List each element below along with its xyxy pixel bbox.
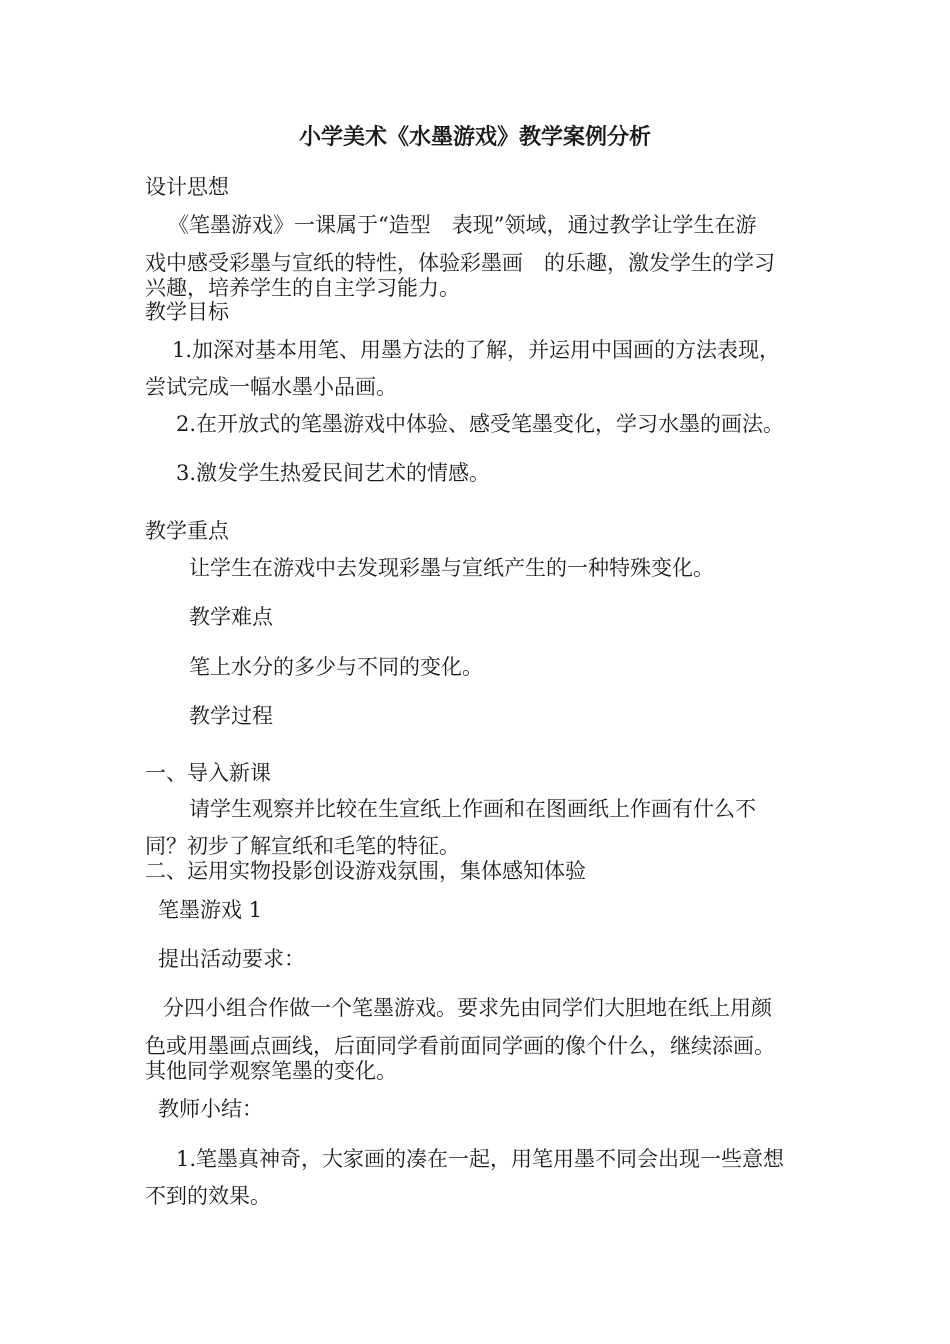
goal-item-3: 3.激发学生热爱民间艺术的情感。 [176,461,491,485]
paragraph-line: 《笔墨游戏》一课属于“造型 表现”领域，通过教学让学生在游 [168,213,757,237]
paragraph-line: 分四小组合作做一个笔墨游戏。要求先由同学们大胆地在纸上用颜 [163,996,772,1020]
paragraph-line: 尝试完成一幅水墨小品画。 [145,375,397,399]
heading-key-points: 教学重点 [145,519,229,543]
section-heading-1: 一、导入新课 [145,761,271,785]
summary-item-1: 1.笔墨真神奇，大家画的凑在一起，用笔用墨不同会出现一些意想 [176,1147,785,1171]
paragraph-line: 请学生观察并比较在生宣纸上作画和在图画纸上作画有什么不 [189,797,756,821]
paragraph-line: 戏中感受彩墨与宣纸的特性，体验彩墨画 的乐趣，激发学生的学习 [145,251,775,275]
subheading-game-1: 笔墨游戏 1 [158,898,263,922]
paragraph-line: 同？初步了解宣纸和毛笔的特征。 [145,834,460,858]
paragraph-line: 不到的效果。 [145,1184,271,1208]
paragraph-line: 让学生在游戏中去发现彩墨与宣纸产生的一种特殊变化。 [189,556,714,580]
heading-teaching-process: 教学过程 [189,704,273,728]
subheading-requirements: 提出活动要求： [158,947,305,971]
goal-item-2: 2.在开放式的笔墨游戏中体验、感受笔墨变化，学习水墨的画法。 [176,412,785,436]
subheading-summary: 教师小结： [158,1097,263,1121]
paragraph-line: 笔上水分的多少与不同的变化。 [189,655,483,679]
paragraph-line: 兴趣，培养学生的自主学习能力。 [145,276,460,300]
heading-difficulties: 教学难点 [189,605,273,629]
document-title: 小学美术《水墨游戏》教学案例分析 [298,124,651,150]
goal-item-1: 1.加深对基本用笔、用墨方法的了解，并运用中国画的方法表现， [172,338,781,362]
paragraph-line: 色或用墨画点画线，后面同学看前面同学画的像个什么，继续添画。 [145,1034,775,1058]
section-heading-2: 二、运用实物投影创设游戏氛围，集体感知体验 [145,859,586,883]
heading-design-idea: 设计思想 [145,175,229,199]
paragraph-line: 其他同学观察笔墨的变化。 [145,1059,397,1083]
heading-teaching-goals: 教学目标 [145,300,229,324]
